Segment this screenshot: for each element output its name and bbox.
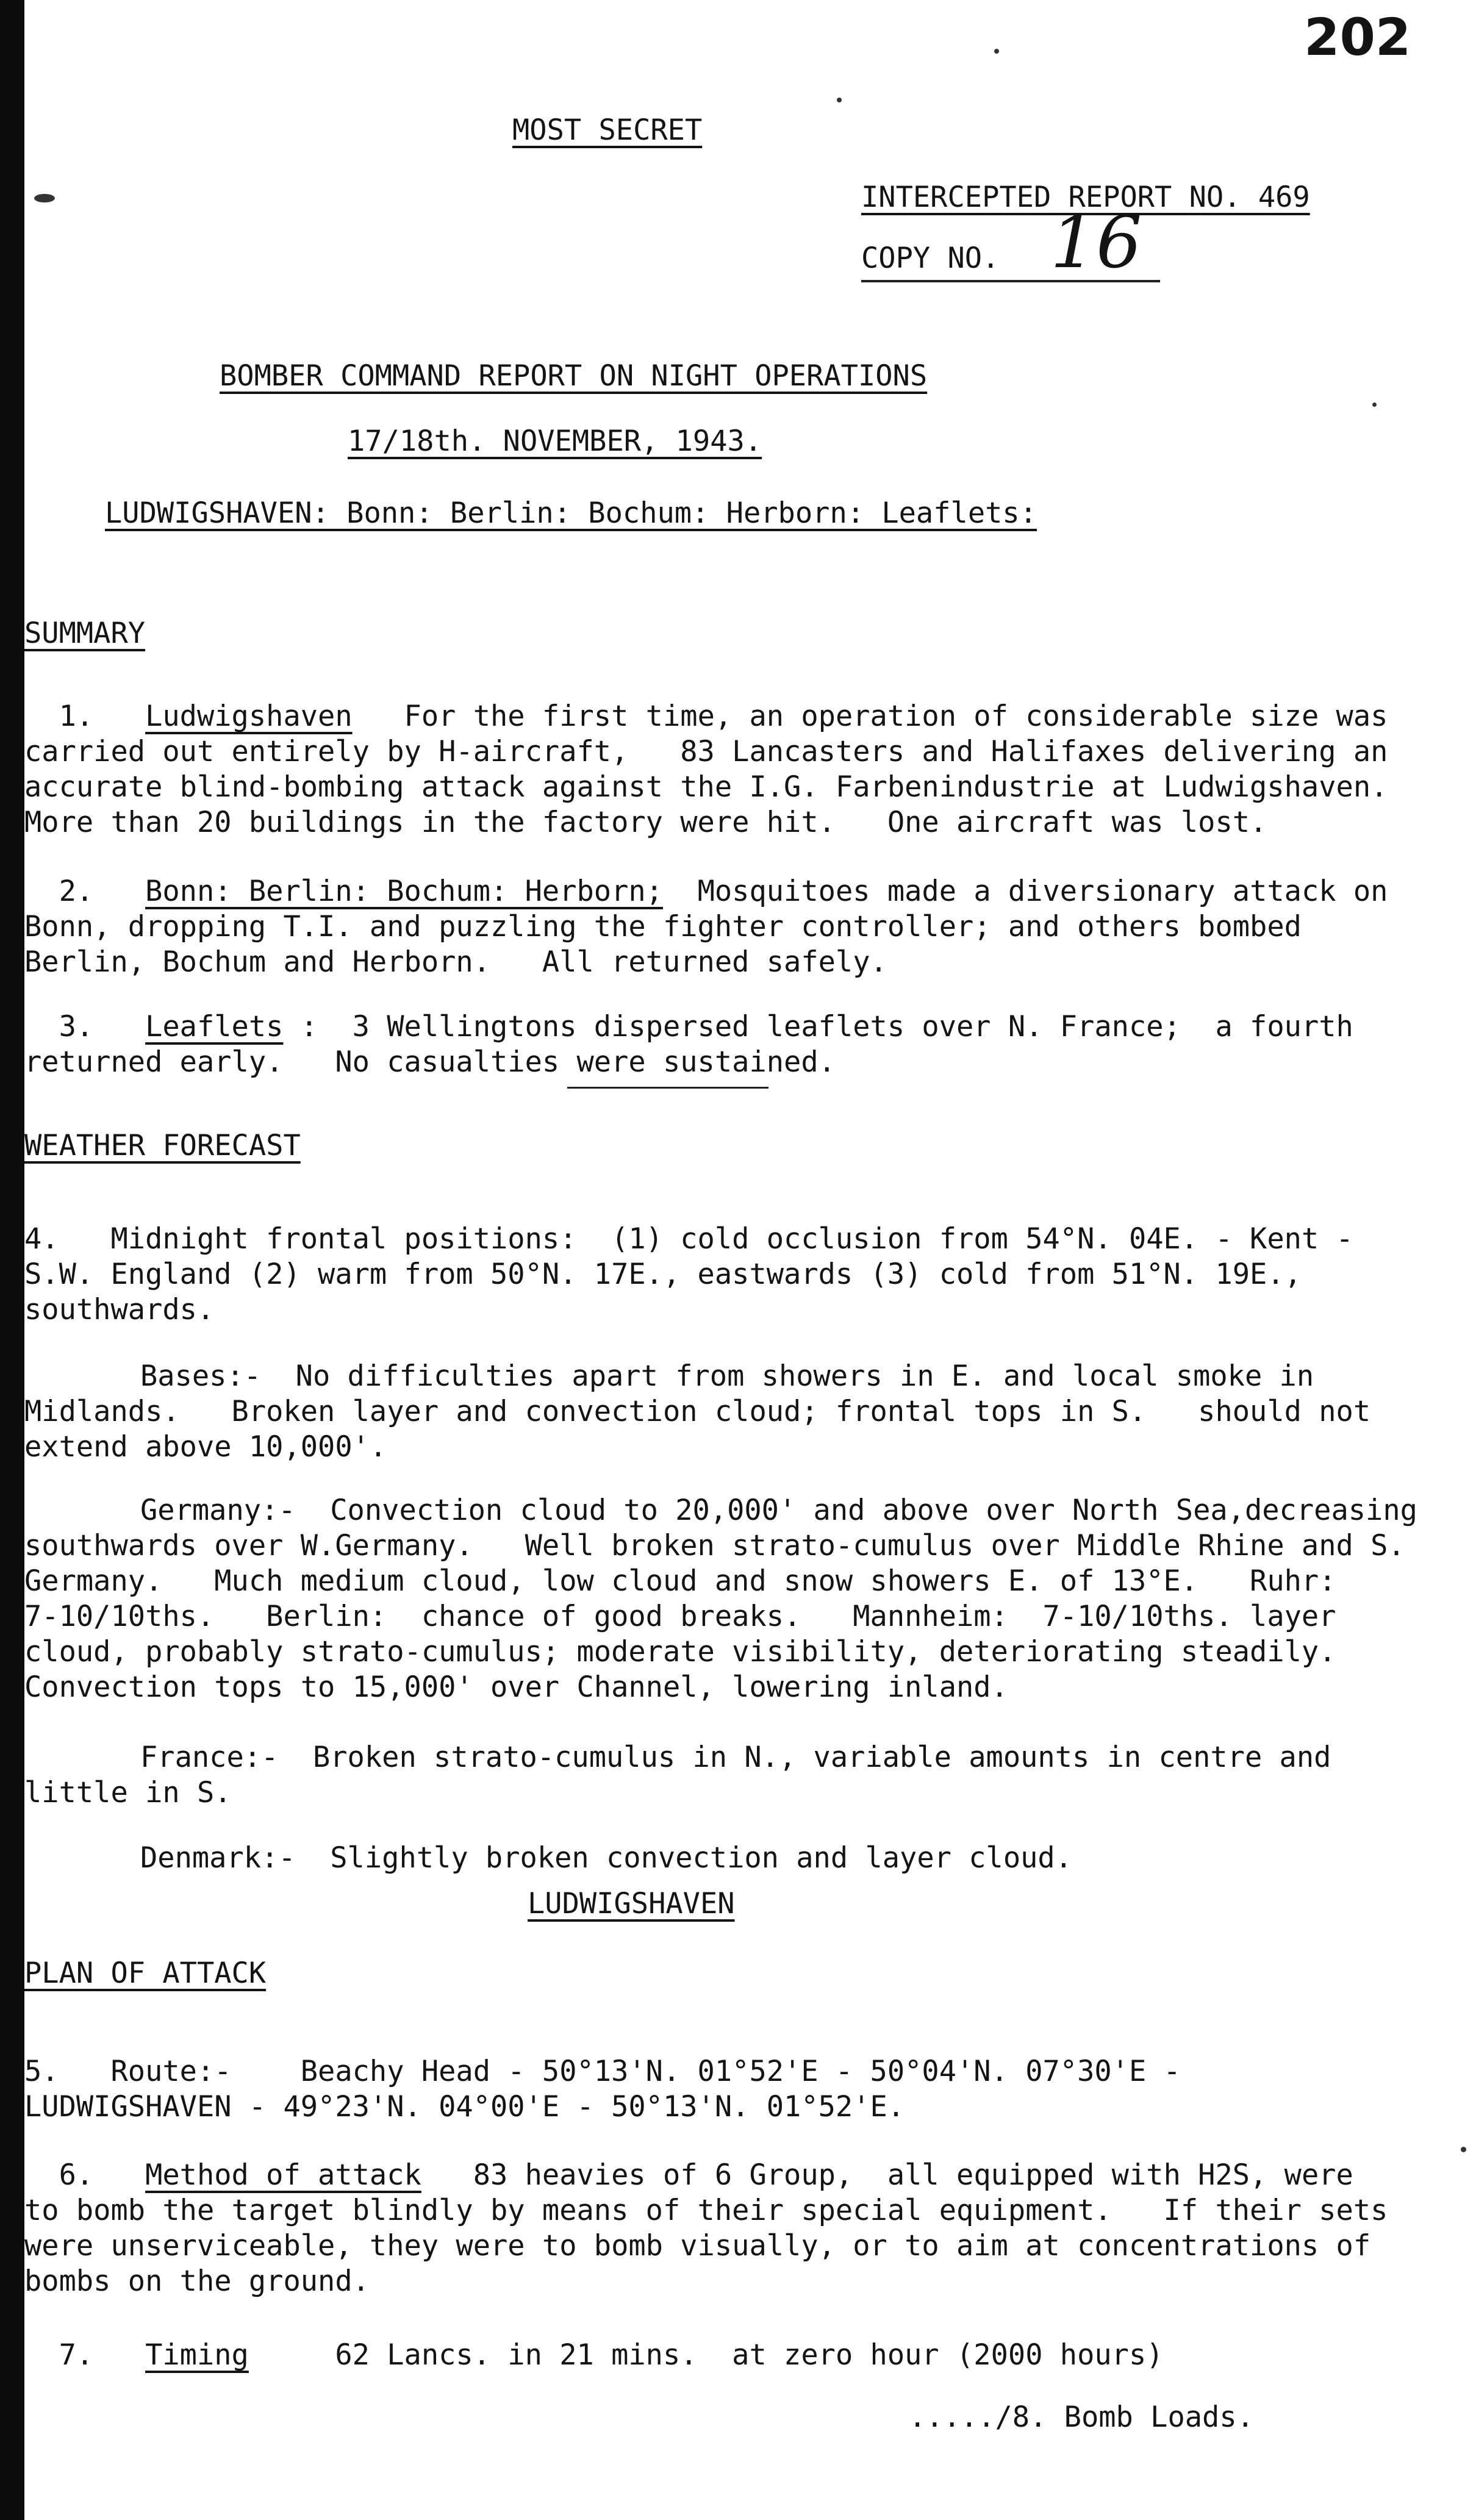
- paragraph-line: 83 heavies of 6 Group, all equipped with H2S, were: [473, 2158, 1353, 2192]
- paragraph-line: Midlands. Broken layer and convection cloud; frontal tops in S. should not: [24, 1395, 1371, 1428]
- paragraph-line: 5. Route:- Beachy Head - 50°13'N. 01°52'E - 50°04'N. 07°30'E -: [24, 2055, 1181, 2088]
- classification-header: MOST SECRET: [512, 113, 703, 147]
- paragraph-line: Germany:- Convection cloud to 20,000' and above over North Sea,decreasing: [140, 1494, 1417, 1527]
- scan-speck: [994, 49, 999, 54]
- ludwigshaven-paragraph-7: [24, 2302, 1164, 2373]
- paragraph-label: Leaflets: [145, 1010, 284, 1043]
- paragraph-line: Denmark:- Slightly broken convection and layer cloud.: [140, 1841, 1073, 1875]
- summary-paragraph-1: [24, 664, 1388, 840]
- weather-germany: [24, 1458, 1417, 1705]
- paragraph-line: Convection tops to 15,000' over Channel, lowering inland.: [24, 1670, 1008, 1704]
- paragraph-label: Bonn: Berlin: Bochum: Herborn;: [145, 875, 663, 908]
- report-targets: LUDWIGSHAVEN: Bonn: Berlin: Bochum: Herborn: Leaflets:: [105, 496, 1037, 530]
- paragraph-number: 6.: [59, 2158, 94, 2192]
- paragraph-line: cloud, probably strato-cumulus; moderate visibility, deteriorating steadily.: [24, 1635, 1336, 1669]
- paragraph-line: More than 20 buildings in the factory were hit. One aircraft was lost.: [24, 806, 1267, 839]
- paragraph-number: 3.: [59, 1010, 94, 1043]
- paragraph-number: 1.: [59, 700, 94, 733]
- weather-paragraph-4: [24, 1186, 1353, 1328]
- ludwigshaven-paragraph-5: [24, 2019, 1181, 2125]
- paragraph-line: 4. Midnight frontal positions: (1) cold occlusion from 54°N. 04E. - Kent -: [24, 1222, 1353, 1256]
- report-date: 17/18th. NOVEMBER, 1943.: [348, 424, 762, 458]
- copy-number-label: [861, 200, 1160, 284]
- weather-france: [24, 1705, 1331, 1811]
- continuation-note: ...../8. Bomb Loads.: [909, 2400, 1254, 2434]
- paragraph-line: Germany. Much medium cloud, low cloud and snow showers E. of 13°E. Ruhr:: [24, 1564, 1336, 1598]
- paragraph-line: S.W. England (2) warm from 50°N. 17E., eastwards (3) cold from 51°N. 19E.,: [24, 1258, 1302, 1291]
- summary-paragraph-2: [24, 839, 1388, 980]
- folio-number: 202: [1304, 7, 1411, 67]
- paragraph-line: 62 Lancs. in 21 mins. at zero hour (2000 hours): [335, 2338, 1164, 2372]
- paragraph-line: southwards over W.Germany. Well broken strato-cumulus over Middle Rhine and S.: [24, 1529, 1405, 1562]
- paragraph-line: extend above 10,000'.: [24, 1430, 387, 1464]
- copy-label: COPY NO.: [861, 242, 1000, 275]
- paragraph-line: : 3 Wellingtons dispersed leaflets over N. France; a fourth: [300, 1010, 1353, 1043]
- paragraph-label: Method of attack: [145, 2158, 421, 2192]
- paragraph-line: returned early. No casualties were sustained.: [24, 1045, 836, 1079]
- paragraph-line: LUDWIGSHAVEN - 49°23'N. 04°00'E - 50°13'N. 01°52'E.: [24, 2090, 905, 2124]
- report-number: INTERCEPTED REPORT NO. 469: [861, 181, 1310, 214]
- scan-speck: [34, 194, 55, 202]
- scan-speck: [1372, 403, 1377, 407]
- paragraph-line: Berlin, Bochum and Herborn. All returned safely.: [24, 945, 887, 979]
- paragraph-line: France:- Broken strato-cumulus in N., variable amounts in centre and: [140, 1741, 1331, 1774]
- paragraph-label: Ludwigshaven: [145, 700, 353, 733]
- paragraph-number: 2.: [59, 875, 94, 908]
- paragraph-line: little in S.: [24, 1776, 232, 1809]
- scan-speck: [837, 98, 842, 102]
- summary-paragraph-3: [24, 974, 1353, 1080]
- paragraph-line: to bomb the target blindly by means of their special equipment. If their sets: [24, 2194, 1388, 2227]
- paragraph-line: southwards.: [24, 1293, 215, 1326]
- paragraph-line: carried out entirely by H-aircraft, 83 Lancasters and Halifaxes delivering an: [24, 735, 1388, 768]
- paragraph-number: 7.: [59, 2338, 94, 2372]
- section-divider: [567, 1087, 768, 1089]
- plan-of-attack-heading: PLAN OF ATTACK: [24, 1956, 267, 1990]
- report-title: BOMBER COMMAND REPORT ON NIGHT OPERATIONS: [220, 359, 928, 393]
- summary-heading: SUMMARY: [24, 617, 146, 650]
- paragraph-line: For the first time, an operation of considerable size was: [404, 700, 1388, 733]
- paragraph-line: were unserviceable, they were to bomb visually, or to aim at concentrations of: [24, 2229, 1371, 2263]
- paragraph-line: accurate blind-bombing attack against the I.G. Farbenindustrie at Ludwigshaven.: [24, 770, 1388, 804]
- ludwigshaven-paragraph-6: [24, 2122, 1388, 2299]
- paragraph-line: Bases:- No difficulties apart from showers in E. and local smoke in: [140, 1359, 1314, 1393]
- paragraph-line: 7-10/10ths. Berlin: chance of good breaks. Mannheim: 7-10/10ths. layer: [24, 1600, 1336, 1633]
- paragraph-line: Bonn, dropping T.I. and puzzling the fighter controller; and others bombed: [24, 910, 1302, 943]
- scan-speck: [1461, 2147, 1466, 2152]
- weather-heading: WEATHER FORECAST: [24, 1129, 301, 1162]
- weather-denmark: [24, 1805, 1072, 1876]
- scan-left-edge: [0, 0, 24, 2520]
- copy-number-handwritten: 16: [1050, 200, 1142, 284]
- weather-bases: [24, 1323, 1370, 1465]
- paragraph-label: Timing: [145, 2338, 249, 2372]
- ludwigshaven-heading: LUDWIGSHAVEN: [528, 1887, 735, 1920]
- paragraph-line: bombs on the ground.: [24, 2264, 370, 2298]
- paragraph-line: Mosquitoes made a diversionary attack on: [697, 875, 1388, 908]
